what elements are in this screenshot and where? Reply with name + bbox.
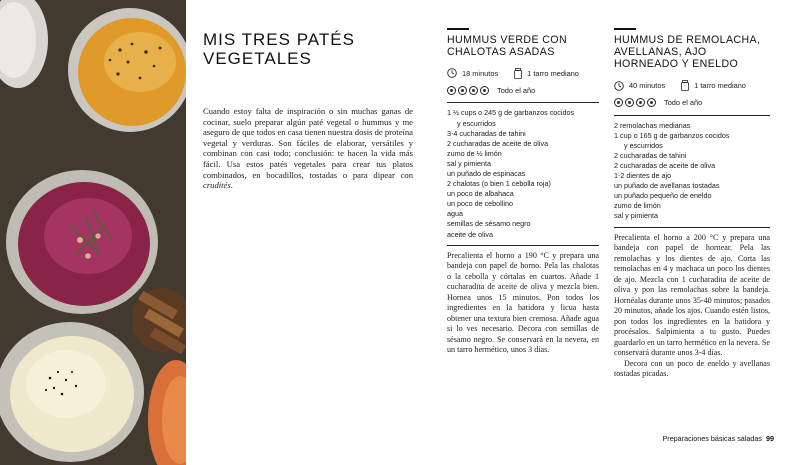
ingredient-item: sal y pimienta: [614, 211, 658, 221]
ingredients-list: [614, 121, 770, 222]
ingredient-item: un puñado de espinacas: [447, 168, 526, 178]
season-info: [614, 97, 770, 109]
method-paragraph: Precalienta el horno a 190 °C y prepara una bandeja con papel de horno. Pela las chalotas o la cebolla y córtalas en cuartos. Añade 1 cucharadita de aceite de oliva y mezcla bien. Hornea unos 15 minutos. Pon todos los ingredientes en la batidora y licua hasta obtener una textura bien cremosa. Añade agua si lo ves necesario. Decora con semillas de sésamo negro. Se conservará en la nevera, en un tarro hermético, unos 3 días.: [447, 250, 599, 355]
recipe-meta: [614, 79, 770, 93]
ingredient-item: sal y pimienta: [447, 158, 491, 168]
jar-icon: [681, 80, 689, 91]
jar-icon: [514, 68, 522, 79]
ingredient-item: un puñado pequeño de eneldo: [614, 191, 712, 201]
time-info: [447, 68, 498, 78]
ingredient-item: 2 remolachas medianas: [614, 120, 691, 130]
recipe-title: [447, 34, 599, 58]
method-text: [614, 233, 770, 380]
recipe-title-line1: HUMMUS DE REMOLACHA,: [614, 34, 761, 46]
method-paragraph: Decora con un poco de eneldo y avellanas tostadas picadas.: [614, 358, 770, 379]
ingredient-item: semillas de sésamo negro: [447, 219, 531, 229]
intro-italic-word: crudités: [203, 180, 231, 191]
ingredient-item: un puñado de avellanas tostadas: [614, 181, 720, 191]
divider: [447, 102, 599, 103]
recipe-meta: [447, 66, 599, 80]
spring-icon: [614, 98, 623, 107]
footer-section: Preparaciones básicas saladas: [662, 434, 762, 443]
page-title: [203, 30, 413, 68]
ingredient-item: un poco de cebollino: [447, 199, 513, 209]
recipe-title-line2: AVELLANAS, AJO: [614, 46, 707, 59]
spring-icon: [447, 86, 456, 95]
ingredient-item: 1-2 dientes de ajo: [614, 171, 672, 181]
page-title-line1: MIS TRES PATÉS: [203, 30, 355, 49]
ingredient-item: y escurridos: [624, 140, 663, 150]
recipe-title: [614, 34, 770, 71]
ingredient-item: 3-4 cucharadas de tahini: [447, 128, 526, 138]
ingredient-item: aceite de oliva: [447, 229, 493, 239]
winter-icon: [480, 86, 489, 95]
ingredient-item: un poco de albahaca: [447, 189, 514, 199]
season-label: Todo el año: [664, 98, 703, 108]
ingredient-item: zumo de limón: [614, 201, 661, 211]
recipe-hummus-remolacha: [614, 28, 770, 380]
intro-text: Cuando estoy falta de inspiración o sin muchas ganas de cocinar, suelo preparar algún paté vegetal o hummus y me aseguro de que todos en casa tienen nuestra dosis de proteína vegetal y verduras. Son fáciles de elaborar, versátiles y combinan con casi todo; conclusión: te hacen la vida más fácil. Usa estos patés vegetales para crear tus platos combinados, en bocadillos, tostadas o para dipear con: [203, 106, 414, 180]
ingredient-item: zumo de ½ limón: [447, 148, 502, 158]
intro-column: [203, 30, 413, 191]
title-rule: [447, 28, 469, 30]
time-info: [614, 81, 665, 91]
recipe-title-line2: CHALOTAS ASADAS: [447, 46, 555, 59]
ingredient-item: 1 cup o 165 g de garbanzos cocidos: [614, 130, 730, 140]
divider: [614, 227, 770, 228]
ingredient-item: y escurridos: [457, 118, 496, 128]
divider: [614, 115, 770, 116]
season-icons: [447, 86, 491, 95]
ingredient-item: 1 ½ cups o 245 g de garbanzos cocidos: [447, 108, 575, 118]
page-title-line2: VEGETALES: [203, 49, 312, 68]
recipe-title-line3: HORNEADO Y ENELDO: [614, 58, 739, 71]
ingredient-item: 2 chalotas (o bien 1 cebolla roja): [447, 179, 551, 189]
yield-label: 1 tarro mediano: [527, 68, 579, 78]
page-footer: [663, 434, 775, 443]
method-paragraph: Precalienta el horno a 200 °C y prepara una bandeja con papel de hornear. Pela las remolachas y los dientes de ajo. Corta las remolachas en 4 y machaca un poco los dientes de ajo. Mezcla con 1 cucharadita de aceite de oliva y pon las remolachas sobre la bandeja. Hornéalas durante unos 35-40 minutos; pasados 20 minutos, añade los ajos. Cuando estén listos, pon todos los ingredientes en la batidora y procésalos. Salpimienta a tu gusto. Puedes guardarlo en un tarro hermético en la nevera. Se conservará durante unos 3-4 días.: [614, 232, 770, 358]
ingredients-list: [447, 108, 599, 239]
ingredient-item: agua: [447, 209, 463, 219]
yield-info: [681, 80, 746, 91]
yield-info: [514, 68, 579, 79]
yield-label: 1 tarro mediano: [694, 81, 746, 91]
intro-end: .: [230, 180, 233, 191]
recipe-title-line1: HUMMUS VERDE CON: [447, 34, 567, 46]
summer-icon: [458, 86, 467, 95]
title-rule: [614, 28, 636, 30]
season-label: Todo el año: [497, 85, 536, 95]
ingredient-item: 2 cucharadas de aceite de oliva: [447, 138, 549, 148]
jars-photo: [0, 0, 186, 465]
divider: [447, 245, 599, 246]
page-number: 99: [766, 434, 774, 443]
method-text: [447, 251, 599, 356]
recipe-hummus-verde: [447, 28, 599, 356]
season-info: [447, 84, 599, 96]
time-label: 18 minutos: [462, 68, 499, 78]
clock-icon: [447, 68, 457, 78]
clock-icon: [614, 81, 624, 91]
time-label: 40 minutos: [629, 81, 666, 91]
autumn-icon: [469, 86, 478, 95]
season-icons: [614, 98, 658, 107]
autumn-icon: [636, 98, 645, 107]
summer-icon: [625, 98, 634, 107]
winter-icon: [647, 98, 656, 107]
ingredient-item: 2 cucharadas de aceite de oliva: [614, 160, 716, 170]
ingredient-item: 2 cucharadas de tahini: [614, 150, 687, 160]
intro-paragraph: [203, 106, 413, 191]
